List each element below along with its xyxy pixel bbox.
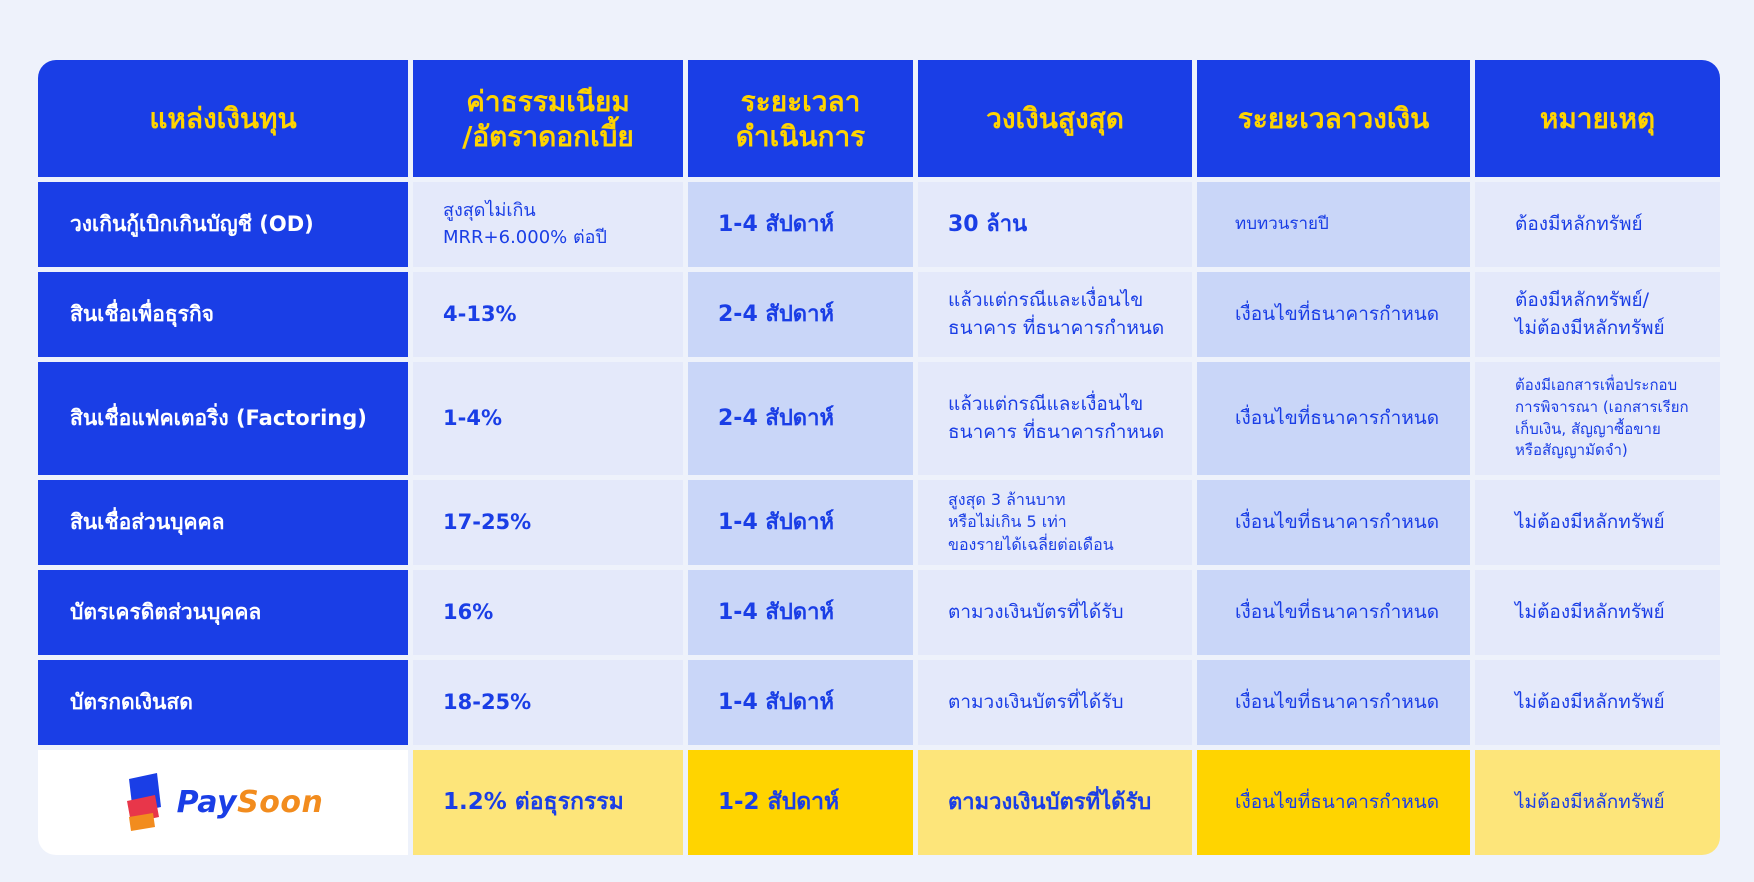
row-limit: ตามวงเงินบัตรที่ได้รับ [918,570,1192,655]
paysoon-limit: ตามวงเงินบัตรที่ได้รับ [918,750,1192,855]
header-fee-interest: ค่าธรรมเนียม /อัตราดอกเบี้ย [413,60,683,177]
row-period: เงื่อนไขที่ธนาคารกำหนด [1197,272,1470,357]
row-fee: 4-13% [413,272,683,357]
row-duration: 1-4 สัปดาห์ [688,660,913,745]
paysoon-period: เงื่อนไขที่ธนาคารกำหนด [1197,750,1470,855]
header-note: หมายเหตุ [1475,60,1720,177]
row-source-business-loan: สินเชื่อเพื่อธุรกิจ [38,272,408,357]
row-source-od: วงเกินกู้เบิกเกินบัญชี (OD) [38,182,408,267]
row-note: ต้องมีเอกสารเพื่อประกอบ การพิจารณา (เอกสารเรียก เก็บเงิน, สัญญาซื้อขาย หรือสัญญามัดจำ) [1475,362,1720,475]
row-limit: แล้วแต่กรณีและเงื่อนไข ธนาคาร ที่ธนาคารกำหนด [918,362,1192,475]
row-period: ทบทวนรายปี [1197,182,1470,267]
row-source-personal-loan: สินเชื่อส่วนบุคคล [38,480,408,565]
row-period: เงื่อนไขที่ธนาคารกำหนด [1197,480,1470,565]
row-period: เงื่อนไขที่ธนาคารกำหนด [1197,660,1470,745]
row-fee: 1-4% [413,362,683,475]
row-limit: สูงสุด 3 ล้านบาท หรือไม่เกิน 5 เท่า ของรายได้เฉลี่ยต่อเดือน [918,480,1192,565]
row-source-credit-card: บัตรเครดิตส่วนบุคคล [38,570,408,655]
row-duration: 2-4 สัปดาห์ [688,272,913,357]
row-fee: 16% [413,570,683,655]
row-duration: 1-4 สัปดาห์ [688,480,913,565]
paysoon-wordmark: PaySoon [176,784,324,820]
row-fee: สูงสุดไม่เกิน MRR+6.000% ต่อปี [413,182,683,267]
header-max-limit: วงเงินสูงสุด [918,60,1192,177]
row-note: ต้องมีหลักทรัพย์/ ไม่ต้องมีหลักทรัพย์ [1475,272,1720,357]
paysoon-duration: 1-2 สัปดาห์ [688,750,913,855]
row-fee: 18-25% [413,660,683,745]
row-source-factoring: สินเชื่อแฟคเตอริ่ง (Factoring) [38,362,408,475]
row-source-cash-card: บัตรกดเงินสด [38,660,408,745]
row-period: เงื่อนไขที่ธนาคารกำหนด [1197,362,1470,475]
paysoon-logo [38,750,408,855]
row-limit: ตามวงเงินบัตรที่ได้รับ [918,660,1192,745]
row-note: ไม่ต้องมีหลักทรัพย์ [1475,570,1720,655]
row-note: ต้องมีหลักทรัพย์ [1475,182,1720,267]
row-period: เงื่อนไขที่ธนาคารกำหนด [1197,570,1470,655]
row-note: ไม่ต้องมีหลักทรัพย์ [1475,660,1720,745]
row-fee: 17-25% [413,480,683,565]
row-duration: 2-4 สัปดาห์ [688,362,913,475]
row-limit: แล้วแต่กรณีและเงื่อนไข ธนาคาร ที่ธนาคารกำหนด [918,272,1192,357]
header-processing-time: ระยะเวลา ดำเนินการ [688,60,913,177]
paysoon-fee: 1.2% ต่อธุรกรรม [413,750,683,855]
row-note: ไม่ต้องมีหลักทรัพย์ [1475,480,1720,565]
header-limit-period: ระยะเวลาวงเงิน [1197,60,1470,177]
paysoon-note: ไม่ต้องมีหลักทรัพย์ [1475,750,1720,855]
comparison-table [38,60,1720,855]
row-duration: 1-4 สัปดาห์ [688,182,913,267]
header-funding-source: แหล่งเงินทุน [38,60,408,177]
row-limit: 30 ล้าน [918,182,1192,267]
row-duration: 1-4 สัปดาห์ [688,570,913,655]
paysoon-logo-icon [123,773,169,833]
